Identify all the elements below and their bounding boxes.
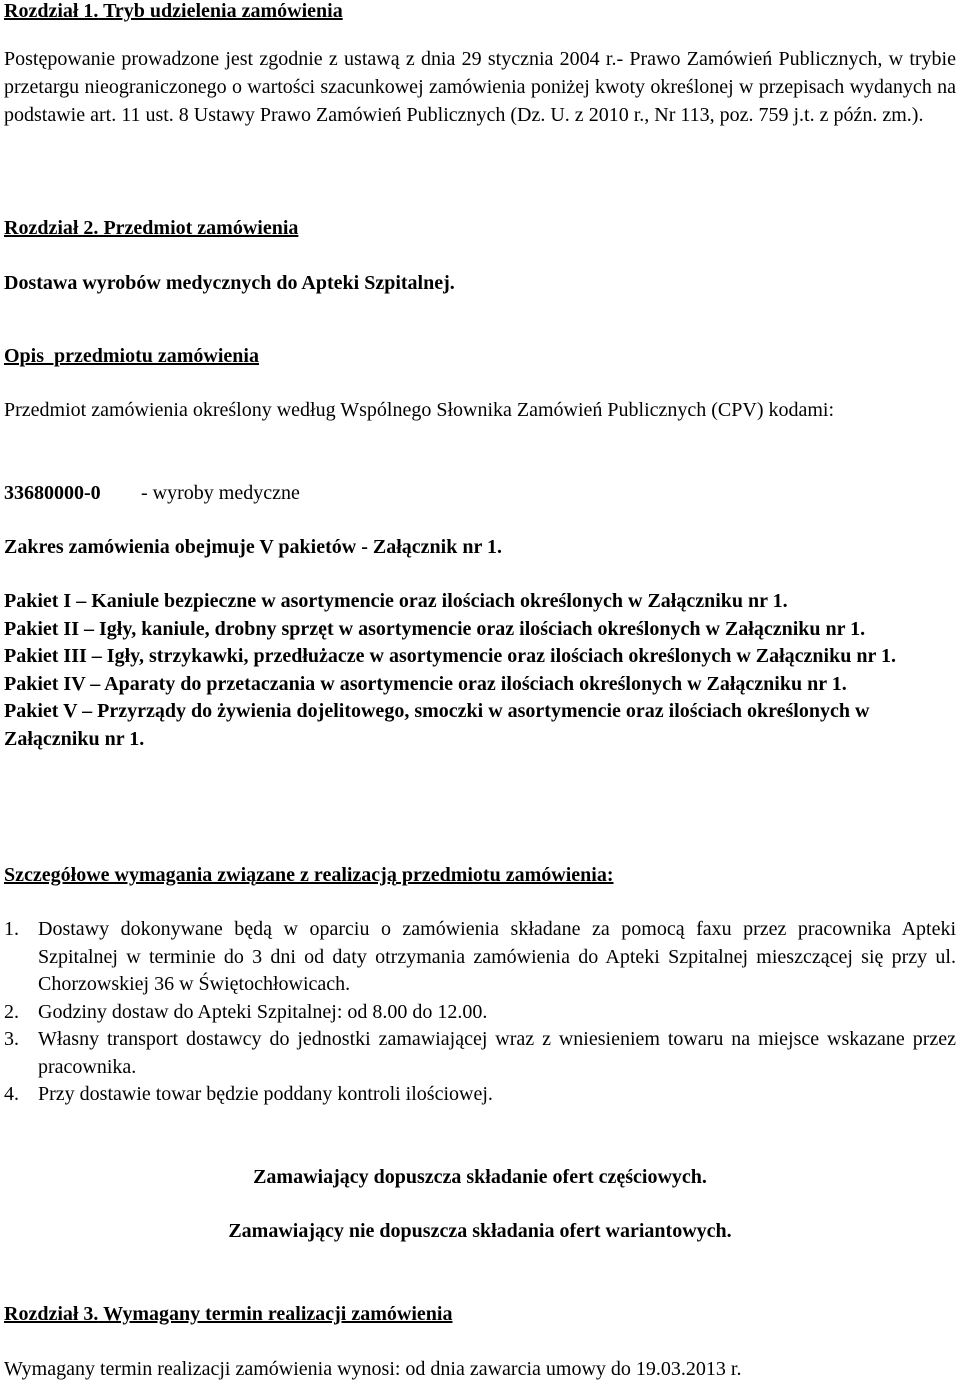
subject-line: Dostawa wyrobów medycznych do Apteki Szpitalnej.	[4, 272, 455, 294]
requirement-text: Własny transport dostawcy do jednostki zamawiającej wraz z wniesieniem towaru na miejsce wskazane przez pracownika.	[38, 1028, 956, 1078]
cpv-description: Przedmiot zamówienia określony według Wspólnego Słownika Zamówień Publicznych (CPV) kodami:	[4, 399, 835, 421]
requirement-number: 2.	[4, 1000, 19, 1023]
requirement-item	[4, 999, 956, 1027]
requirement-item	[4, 916, 956, 999]
cpv-code-row	[4, 479, 300, 507]
requirements-list	[4, 916, 956, 1109]
requirement-item	[4, 1026, 956, 1081]
requirement-text: Dostawy dokonywane będą w oparciu o zamówienia składane za pomocą faxu przez pracownika Apteki Szpitalnej w terminie do 3 dni od daty otrzymania zamówienia do Apteki Szpitalnej mieszczącej się przy ul. Chorzowskiej 36 w Świętochłowicach.	[38, 918, 956, 995]
requirement-number: 1.	[4, 918, 19, 940]
cpv-code: 33680000-0	[4, 482, 101, 504]
requirement-text: Przy dostawie towar będzie poddany kontroli ilościowej.	[38, 1083, 493, 1105]
cpv-code-description: - wyroby medyczne	[141, 482, 300, 504]
scope-line: Zakres zamówienia obejmuje V pakietów - Załącznik nr 1.	[4, 536, 502, 558]
variant-offers-statement: Zamawiający nie dopuszcza składania ofert wariantowych.	[228, 1220, 732, 1242]
chapter-2-number: Rozdział 2.	[4, 217, 99, 239]
chapter-3-heading	[4, 1300, 452, 1328]
partial-offers-statement: Zamawiający dopuszcza składanie ofert częściowych.	[253, 1166, 707, 1188]
chapter-1-heading	[4, 0, 343, 25]
requirement-number: 3.	[4, 1028, 19, 1050]
chapter-2-title: Przedmiot zamówienia	[98, 217, 299, 239]
requirement-number: 4.	[4, 1083, 19, 1105]
chapter-1-title: Tryb udzielenia zamówienia	[98, 0, 343, 22]
chapter-1-body: Postępowanie prowadzone jest zgodnie z ustawą z dnia 29 stycznia 2004 r.- Prawo Zamówień Publicznych, w trybie przetargu nieograniczonego o wartości szacunkowej zamówienia poniżej kwoty określonej w przepisach wydanych na podstawie art. 11 ust. 8 Ustawy Prawo Zamówień Publicznych (Dz. U. z 2010 r., Nr 113, poz. 759 j.t. z późn. zm.).	[4, 48, 956, 126]
requirement-text: Godziny dostaw do Apteki Szpitalnej: od 8.00 do 12.00.	[38, 1000, 488, 1023]
chapter-3-title: Wymagany termin realizacji zamówienia	[98, 1303, 453, 1325]
description-heading: Opis przedmiotu zamówienia	[4, 345, 259, 367]
package-item: Pakiet III – Igły, strzykawki, przedłużacze w asortymencie oraz ilościach określonych w Załączniku nr 1.	[4, 645, 896, 668]
package-item: Pakiet IV – Aparaty do przetaczania w asortymencie oraz ilościach określonych w Załączniku nr 1.	[4, 672, 847, 695]
chapter-3-number: Rozdział 3.	[4, 1303, 99, 1325]
chapter-1-number: Rozdział 1.	[4, 0, 99, 22]
package-item: Pakiet V – Przyrządy do żywienia dojelitowego, smoczki w asortymencie oraz ilościach określonych w Załączniku nr 1.	[4, 700, 870, 750]
package-item: Pakiet II – Igły, kaniule, drobny sprzęt w asortymencie oraz ilościach określonych w Załączniku nr 1.	[4, 617, 866, 640]
requirements-heading: Szczegółowe wymagania związane z realizacją przedmiotu zamówienia:	[4, 864, 614, 886]
requirement-item	[4, 1081, 956, 1109]
packages-list	[4, 588, 956, 754]
chapter-3-body: Wymagany termin realizacji zamówienia wynosi: od dnia zawarcia umowy do 19.03.2013 r.	[4, 1358, 742, 1380]
chapter-2-heading	[4, 214, 298, 242]
package-item: Pakiet I – Kaniule bezpieczne w asortymencie oraz ilościach określonych w Załączniku nr 1.	[4, 590, 788, 612]
